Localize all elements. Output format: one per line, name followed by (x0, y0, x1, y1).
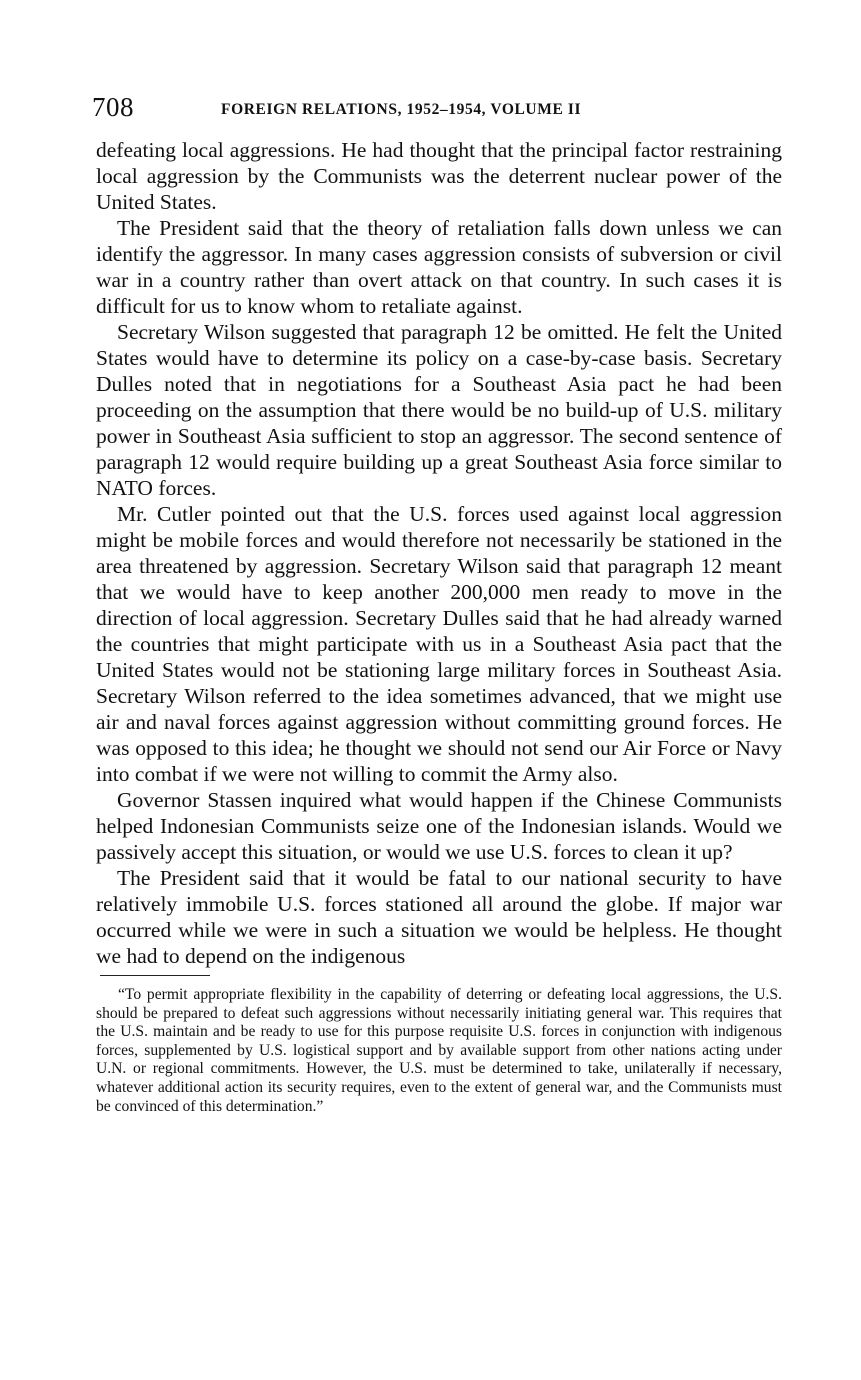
paragraph: The President said that it would be fatal to our national security to have relatively immobile U.S. forces stationed all around the globe. If major war occurred while we were in such a situation we would be helpless. He thought we had to depend on the indigenous (96, 866, 782, 968)
paragraph: Mr. Cutler pointed out that the U.S. forces used against local aggression might be mobile forces and would therefore not necessarily be stationed in the area threatened by aggression. Secretary Wilson said that paragraph 12 meant that we would have to keep another 200,000 men ready to move in the direction of local aggression. Secretary Dulles said that he had already warned the countries that might participate with us in a Southeast Asia pact that the United States would not be stationing large military forces in Southeast Asia. Secretary Wilson referred to the idea sometimes advanced, that we might use air and naval forces against aggression without committing ground forces. He was opposed to this idea; he thought we should not send our Air Force or Navy into combat if we were not willing to commit the Army also. (96, 502, 782, 786)
page-header (92, 92, 782, 132)
footnote (96, 986, 782, 1116)
page-number: 708 (92, 92, 134, 122)
body-text (96, 137, 782, 969)
paragraph: The President said that the theory of retaliation falls down unless we can identify the aggressor. In many cases aggression consists of subversion or civil war in a country rather than overt attack on that country. In such cases it is difficult for us to know whom to retaliate against. (96, 216, 782, 318)
paragraph: Secretary Wilson suggested that paragraph 12 be omitted. He felt the United States would have to determine its policy on a case-by-case basis. Secretary Dulles noted that in negotiations for a Southeast Asia pact he had been proceeding on the assumption that there would be no build-up of U.S. military power in Southeast Asia sufficient to stop an aggressor. The second sentence of paragraph 12 would require building up a great Southeast Asia force similar to NATO forces. (96, 320, 782, 500)
footnote-text: “To permit appropriate flexibility in the capability of deterring or defeating local aggressions, the U.S. should be prepared to defeat such aggressions without necessarily initiating general war. This requires that the U.S. maintain and be ready to use for this purpose requisite U.S. forces in conjunction with indigenous forces, supplemented by U.S. logistical support and by available support from other nations acting under U.N. or regional commitments. However, the U.S. must be determined to take, unilaterally if necessary, whatever additional action its security requires, even to the extent of general war, and the Communists must be convinced of this determination.” (96, 986, 782, 1115)
paragraph-continuation: defeating local aggressions. He had thought that the principal factor restraining local aggression by the Communists was the deterrent nuclear power of the United States. (96, 138, 782, 214)
paragraph: Governor Stassen inquired what would happen if the Chinese Communists helped Indonesian Communists seize one of the Indonesian islands. Would we passively accept this situation, or would we use U.S. forces to clean it up? (96, 788, 782, 864)
footnote-divider (100, 975, 210, 976)
running-title: FOREIGN RELATIONS, 1952–1954, VOLUME II (221, 101, 582, 118)
document-page (92, 92, 782, 1116)
